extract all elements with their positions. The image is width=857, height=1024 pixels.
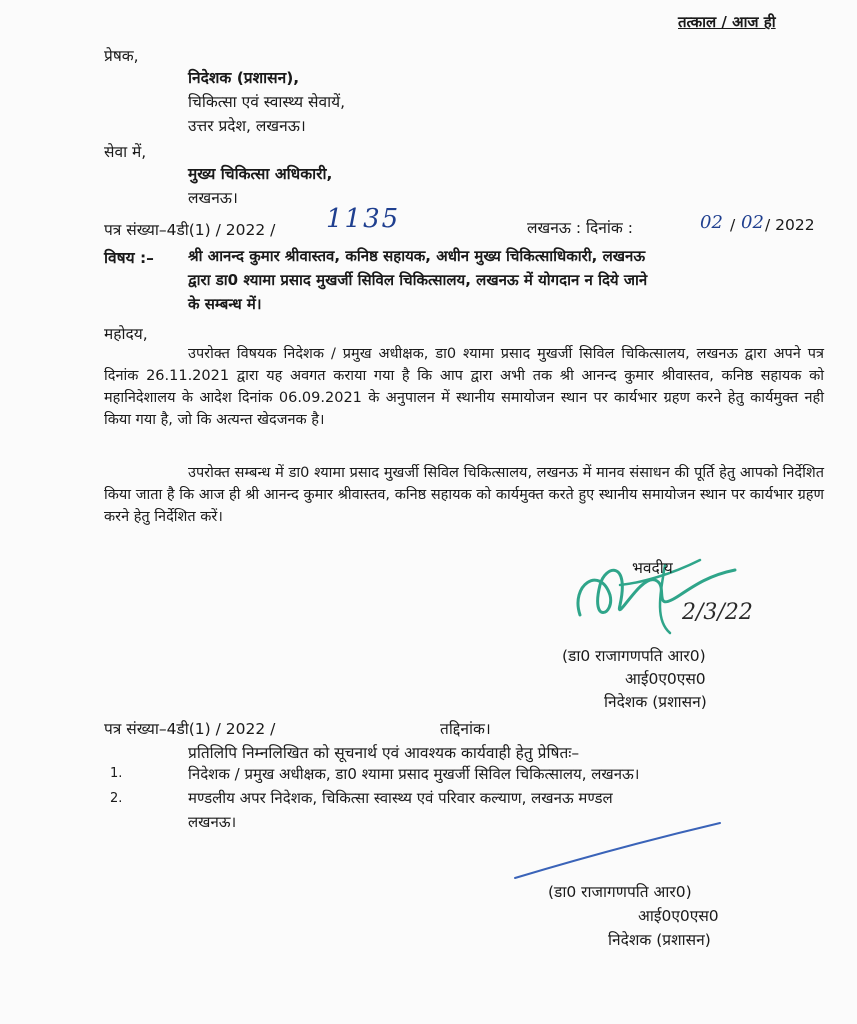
copy-item-number: 1.	[110, 766, 123, 781]
sender-label: प्रेषक,	[104, 47, 139, 65]
director-signature-2	[505, 818, 725, 888]
subject-line2: द्वारा डा0 श्यामा प्रसाद मुखर्जी सिविल चिकित्सालय, लखनऊ में योगदान न दिये जाने	[188, 271, 648, 289]
date-day: 02	[700, 212, 723, 233]
copy-reference-label: पत्र संख्या–4डी(1) / 2022 /	[104, 720, 276, 738]
closing-bhavdiya: भवदीय	[632, 559, 673, 577]
signatory-service-2: आई0ए0एस0	[638, 907, 719, 925]
copy-item-text: मण्डलीय अपर निदेशक, चिकित्सा स्वास्थ्य एवं परिवार कल्याण, लखनऊ मण्डल	[188, 789, 613, 807]
recipient-line2: लखनऊ।	[188, 189, 238, 207]
sender-line2: चिकित्सा एवं स्वास्थ्य सेवायें,	[188, 93, 346, 111]
sender-title: निदेशक (प्रशासन),	[188, 69, 300, 87]
copy-date-label: तद्दिनांक।	[440, 720, 491, 738]
subject-line3: के सम्बन्ध में।	[188, 295, 262, 313]
signatory-name-2: (डा0 राजागणपति आर0)	[548, 883, 692, 901]
signature-handwritten-date: 2/3/22	[682, 600, 753, 625]
recipient-label: सेवा में,	[104, 143, 147, 161]
body-paragraph-1: उपरोक्त विषयक निदेशक / प्रमुख अधीक्षक, डा0 श्यामा प्रसाद मुखर्जी सिविल चिकित्सालय, लखनऊ द्वारा अपने पत्र दिनांक 26.11.2021 द्वारा यह अवगत कराया गया है कि आप द्वारा अभी तक श्री आनन्द कुमार श्रीवास्तव, कनिष्ठ सहायक को महानिदेशालय के आदेश दिनांक 06.09.2021 के अनुपालन में स्थानीय समायोजन स्थान पर कार्यभार ग्रहण करने हेतु कार्यमुक्त नही किया गया है, जो कि अत्यन्त खेदजनक है।	[104, 346, 824, 428]
signatory-designation-1: निदेशक (प्रशासन)	[604, 693, 707, 711]
handwritten-letter-number: 1135	[326, 204, 401, 234]
date-month: 02	[741, 212, 764, 233]
salutation: महोदय,	[104, 325, 148, 343]
subject-line1: श्री आनन्द कुमार श्रीवास्तव, कनिष्ठ सहायक, अधीन मुख्य चिकित्साधिकारी, लखनऊ	[188, 247, 646, 265]
signatory-designation-2: निदेशक (प्रशासन)	[608, 931, 711, 949]
copy-intro: प्रतिलिपि निम्नलिखित को सूचनार्थ एवं आवश्यक कार्यवाही हेतु प्रेषितः–	[188, 744, 580, 762]
signatory-service-1: आई0ए0एस0	[625, 670, 706, 688]
body-paragraph-2: उपरोक्त सम्बन्ध में डा0 श्यामा प्रसाद मुखर्जी सिविल चिकित्सालय, लखनऊ में मानव संसाधन की पूर्ति हेतु आपको निर्देशित किया जाता है कि आज ही श्री आनन्द कुमार श्रीवास्तव, कनिष्ठ सहायक को कार्यमुक्त करते हुए स्थानीय समायोजन स्थान पर कार्यभार ग्रहण करने हेतु निर्देशित करें।	[104, 465, 824, 525]
date-separator: /	[730, 216, 736, 234]
subject-label: विषय :–	[104, 249, 154, 267]
copy-item-number: 2.	[110, 791, 123, 806]
recipient-title: मुख्य चिकित्सा अधिकारी,	[188, 165, 333, 183]
signatory-name-1: (डा0 राजागणपति आर0)	[562, 647, 706, 665]
sender-line3: उत्तर प्रदेश, लखनऊ।	[188, 117, 306, 135]
reference-date-label: लखनऊ : दिनांक :	[527, 219, 633, 237]
reference-label: पत्र संख्या–4डी(1) / 2022 /	[104, 221, 276, 239]
copy-item-text-cont: लखनऊ।	[188, 813, 237, 831]
copy-item-text: निदेशक / प्रमुख अधीक्षक, डा0 श्यामा प्रसाद मुखर्जी सिविल चिकित्सालय, लखनऊ।	[188, 765, 640, 783]
date-year: / 2022	[765, 216, 815, 234]
urgency-label: तत्काल / आज ही	[678, 13, 776, 31]
